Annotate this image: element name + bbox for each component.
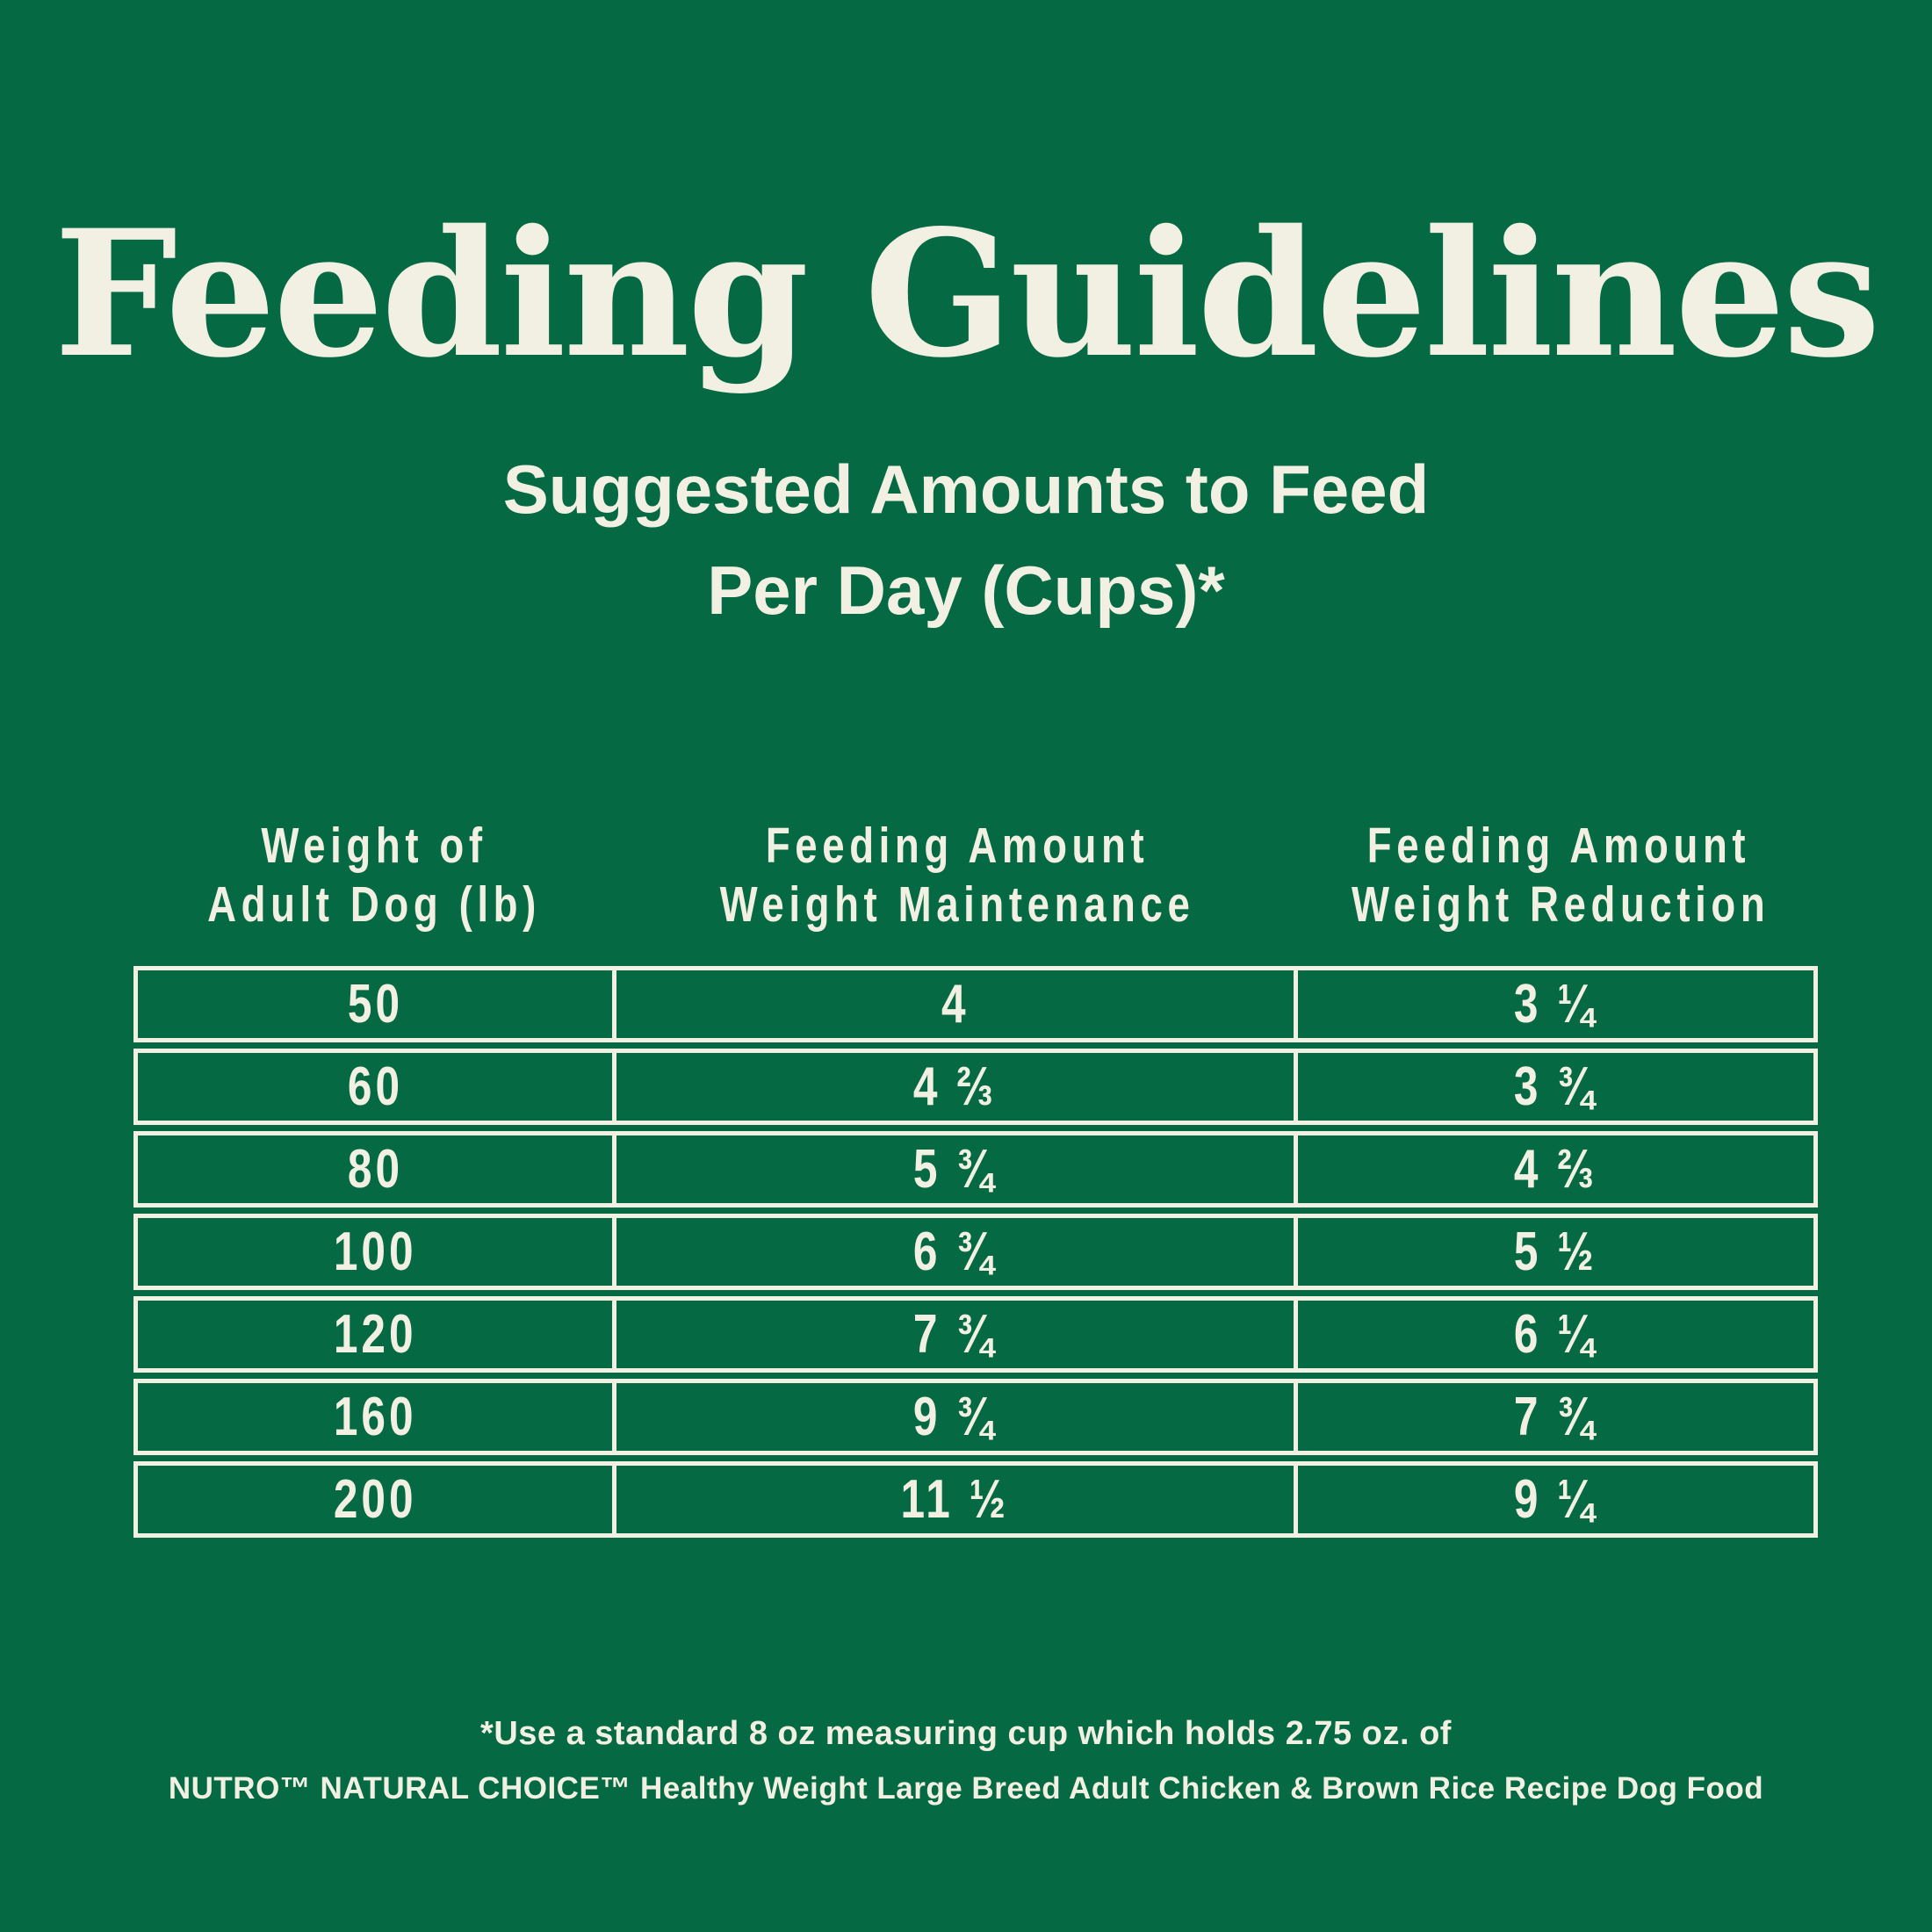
footnote xyxy=(0,1714,1932,1807)
table-row xyxy=(133,1131,1818,1208)
page-title: Feeding Guidelines xyxy=(54,191,1878,396)
table-row xyxy=(133,1461,1818,1538)
reduction-cell: 4 ⅔ xyxy=(1514,1139,1597,1200)
header-col-reduction xyxy=(1300,817,1818,934)
header-col-weight-line1: Weight of xyxy=(261,818,487,874)
maintenance-cell: 7 ¾ xyxy=(616,1301,1298,1368)
table-column-headers xyxy=(133,817,1818,934)
maintenance-cell: 11 ½ xyxy=(616,1466,1298,1533)
reduction-cell: 5 ½ xyxy=(1514,1222,1597,1282)
maintenance-cell: 4 xyxy=(616,970,1298,1038)
maintenance-cell: 9 ¾ xyxy=(616,1383,1298,1451)
table-row xyxy=(133,1214,1818,1290)
header-col-maintenance-line1: Feeding Amount xyxy=(765,818,1150,874)
weight-cell: 120 xyxy=(138,1301,616,1368)
footnote-line-2: NUTRO™ NATURAL CHOICE™ Healthy Weight Large Breed Adult Chicken & Brown Rice Recipe Dog Food xyxy=(168,1771,1764,1806)
subtitle-line-2: Per Day (Cups)* xyxy=(707,551,1225,629)
maintenance-cell: 5 ¾ xyxy=(616,1135,1298,1203)
weight-cell: 60 xyxy=(138,1053,616,1121)
header-col-weight xyxy=(133,817,615,934)
table-row xyxy=(133,1379,1818,1455)
reduction-cell: 7 ¾ xyxy=(1514,1387,1597,1447)
weight-cell: 100 xyxy=(138,1218,616,1286)
header-col-weight-line2: Adult Dog (lb) xyxy=(207,876,541,933)
table-row xyxy=(133,1049,1818,1125)
feeding-table xyxy=(133,966,1818,1538)
page-subtitle xyxy=(0,439,1932,641)
weight-cell: 200 xyxy=(138,1466,616,1533)
table-row xyxy=(133,1296,1818,1373)
footnote-line-1: *Use a standard 8 oz measuring cup which holds 2.75 oz. of xyxy=(480,1715,1452,1752)
reduction-cell: 6 ¼ xyxy=(1514,1304,1597,1365)
header-col-maintenance xyxy=(615,817,1300,934)
header-col-maintenance-line2: Weight Maintenance xyxy=(719,876,1195,933)
weight-cell: 50 xyxy=(138,970,616,1038)
header-col-reduction-line1: Feeding Amount xyxy=(1366,818,1751,874)
reduction-cell: 3 ¼ xyxy=(1514,974,1597,1034)
header-col-reduction-line2: Weight Reduction xyxy=(1352,876,1770,933)
weight-cell: 160 xyxy=(138,1383,616,1451)
table-row xyxy=(133,966,1818,1042)
subtitle-line-1: Suggested Amounts to Feed xyxy=(502,451,1430,528)
reduction-cell: 3 ¾ xyxy=(1514,1056,1597,1117)
weight-cell: 80 xyxy=(138,1135,616,1203)
reduction-cell: 9 ¼ xyxy=(1514,1469,1597,1530)
maintenance-cell: 4 ⅔ xyxy=(616,1053,1298,1121)
maintenance-cell: 6 ¾ xyxy=(616,1218,1298,1286)
